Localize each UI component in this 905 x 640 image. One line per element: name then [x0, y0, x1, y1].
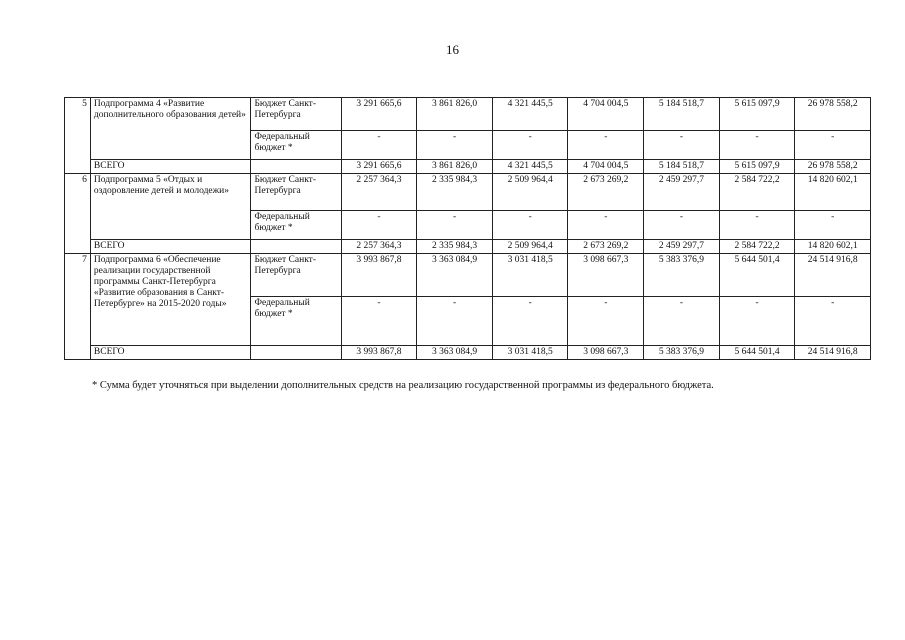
footnote: * Сумма будет уточняться при выделении дополнительных средств на реализацию государственной программы из федерального бюджета. — [92, 380, 714, 391]
total-amount-cell: 5 383 376,9 — [644, 345, 720, 359]
amount-cell: 2 459 297,7 — [644, 173, 720, 210]
total-amount-cell: 14 820 602,1 — [795, 239, 871, 253]
total-amount-cell: 5 615 097,9 — [719, 160, 795, 174]
total-amount-cell: 3 363 084,9 — [417, 345, 493, 359]
funding-source-label: Федеральный бюджет * — [251, 210, 341, 239]
total-amount-cell: 3 031 418,5 — [492, 345, 568, 359]
table-row — [65, 173, 871, 210]
total-amount-cell: 2 257 364,3 — [341, 239, 417, 253]
budget-table-body — [65, 98, 871, 360]
page-number: 16 — [446, 42, 459, 57]
amount-cell: 14 820 602,1 — [795, 173, 871, 210]
empty-cell — [251, 345, 341, 359]
amount-cell: 5 184 518,7 — [644, 98, 720, 131]
amount-cell: 3 993 867,8 — [341, 253, 417, 296]
amount-cell: - — [568, 131, 644, 160]
amount-cell: - — [417, 131, 493, 160]
amount-cell: 2 335 984,3 — [417, 173, 493, 210]
table-row-total — [65, 239, 871, 253]
total-amount-cell: 5 644 501,4 — [719, 345, 795, 359]
amount-cell: 4 321 445,5 — [492, 98, 568, 131]
amount-cell: - — [644, 296, 720, 345]
amount-cell: - — [568, 296, 644, 345]
total-label: ВСЕГО — [90, 345, 251, 359]
row-number: 7 — [65, 253, 91, 359]
total-amount-cell: 3 291 665,6 — [341, 160, 417, 174]
amount-cell: 3 031 418,5 — [492, 253, 568, 296]
amount-cell: - — [492, 296, 568, 345]
total-amount-cell: 2 335 984,3 — [417, 239, 493, 253]
amount-cell: - — [719, 210, 795, 239]
table-row — [65, 98, 871, 131]
total-amount-cell: 2 459 297,7 — [644, 239, 720, 253]
total-label: ВСЕГО — [90, 160, 251, 174]
total-amount-cell: 24 514 916,8 — [795, 345, 871, 359]
amount-cell: 5 383 376,9 — [644, 253, 720, 296]
amount-cell: - — [795, 210, 871, 239]
subprogram-name: Подпрограмма 6 «Обеспечение реализации государственной программы Санкт-Петербурга «Развитие образования в Санкт-Петербурге» на 2015-2020 годы» — [90, 253, 251, 345]
funding-source-label: Бюджет Санкт-Петербурга — [251, 98, 341, 131]
total-amount-cell: 26 978 558,2 — [795, 160, 871, 174]
amount-cell: - — [644, 210, 720, 239]
amount-cell: 2 257 364,3 — [341, 173, 417, 210]
amount-cell: 2 673 269,2 — [568, 173, 644, 210]
funding-source-label: Бюджет Санкт-Петербурга — [251, 253, 341, 296]
amount-cell: - — [719, 131, 795, 160]
total-amount-cell: 4 321 445,5 — [492, 160, 568, 174]
total-amount-cell: 2 673 269,2 — [568, 239, 644, 253]
table-row — [65, 253, 871, 296]
total-label: ВСЕГО — [90, 239, 251, 253]
amount-cell: - — [644, 131, 720, 160]
amount-cell: 26 978 558,2 — [795, 98, 871, 131]
subprogram-name: Подпрограмма 5 «Отдых и оздоровление детей и молодежи» — [90, 173, 251, 239]
amount-cell: - — [795, 131, 871, 160]
amount-cell: - — [341, 131, 417, 160]
amount-cell: 5 644 501,4 — [719, 253, 795, 296]
amount-cell: 3 098 667,3 — [568, 253, 644, 296]
amount-cell: 3 861 826,0 — [417, 98, 493, 131]
row-number: 5 — [65, 98, 91, 174]
amount-cell: - — [417, 296, 493, 345]
amount-cell: - — [492, 131, 568, 160]
amount-cell: 2 584 722,2 — [719, 173, 795, 210]
total-amount-cell: 3 098 667,3 — [568, 345, 644, 359]
amount-cell: 5 615 097,9 — [719, 98, 795, 131]
total-amount-cell: 5 184 518,7 — [644, 160, 720, 174]
row-number: 6 — [65, 173, 91, 253]
budget-table — [64, 97, 871, 360]
table-row-total — [65, 345, 871, 359]
total-amount-cell: 2 584 722,2 — [719, 239, 795, 253]
amount-cell: - — [568, 210, 644, 239]
amount-cell: 24 514 916,8 — [795, 253, 871, 296]
funding-source-label: Бюджет Санкт-Петербурга — [251, 173, 341, 210]
total-amount-cell: 3 993 867,8 — [341, 345, 417, 359]
amount-cell: - — [417, 210, 493, 239]
amount-cell: - — [719, 296, 795, 345]
amount-cell: 3 291 665,6 — [341, 98, 417, 131]
total-amount-cell: 4 704 004,5 — [568, 160, 644, 174]
total-amount-cell: 2 509 964,4 — [492, 239, 568, 253]
table-row-total — [65, 160, 871, 174]
subprogram-name: Подпрограмма 4 «Развитие дополнительного образования детей» — [90, 98, 251, 160]
empty-cell — [251, 239, 341, 253]
funding-source-label: Федеральный бюджет * — [251, 296, 341, 345]
amount-cell: 3 363 084,9 — [417, 253, 493, 296]
amount-cell: - — [341, 296, 417, 345]
empty-cell — [251, 160, 341, 174]
total-amount-cell: 3 861 826,0 — [417, 160, 493, 174]
amount-cell: - — [341, 210, 417, 239]
funding-source-label: Федеральный бюджет * — [251, 131, 341, 160]
amount-cell: 2 509 964,4 — [492, 173, 568, 210]
amount-cell: - — [795, 296, 871, 345]
amount-cell: - — [492, 210, 568, 239]
amount-cell: 4 704 004,5 — [568, 98, 644, 131]
